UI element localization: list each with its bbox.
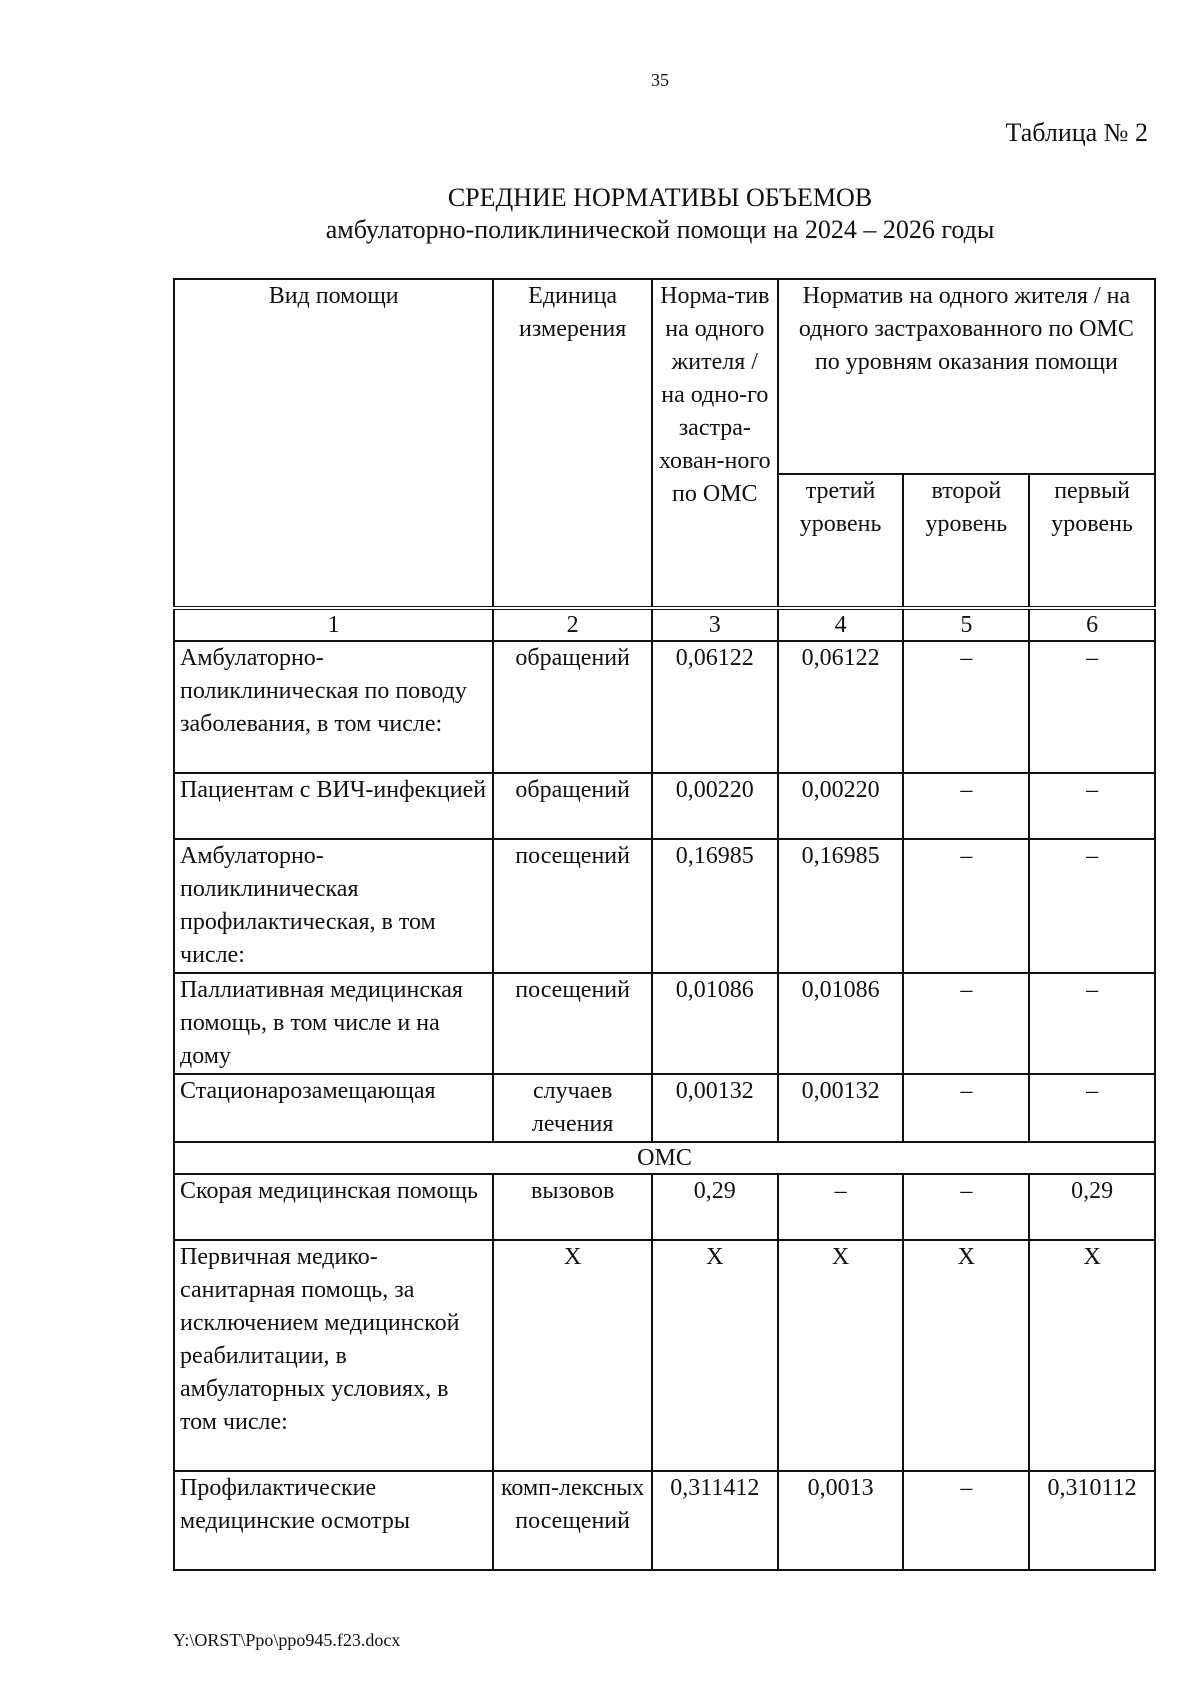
table-row — [174, 641, 1155, 773]
section-heading-oms: ОМС — [174, 1142, 1155, 1174]
level-3-cell: 0,01086 — [778, 973, 904, 1074]
col-number: 4 — [778, 608, 904, 641]
table-row — [174, 1471, 1155, 1570]
level-1-cell: – — [1029, 973, 1155, 1074]
level-1-cell: – — [1029, 641, 1155, 773]
header-level-1: первый уровень — [1029, 474, 1155, 608]
col-number: 3 — [652, 608, 778, 641]
unit-cell: случаев лечения — [493, 1074, 652, 1142]
care-type-cell: Стационарозамещающая — [174, 1074, 493, 1142]
table-label: Таблица № 2 — [1005, 118, 1148, 147]
level-2-cell: – — [903, 773, 1029, 839]
header-level-2: второй уровень — [903, 474, 1029, 608]
level-2-cell: – — [903, 839, 1029, 973]
level-1-cell: – — [1029, 773, 1155, 839]
level-1-cell: X — [1029, 1240, 1155, 1471]
table-row — [174, 839, 1155, 973]
level-3-cell: – — [778, 1174, 904, 1240]
norm-cell: 0,29 — [652, 1174, 778, 1240]
col-number: 6 — [1029, 608, 1155, 641]
norm-cell: 0,16985 — [652, 839, 778, 973]
column-number-row — [174, 608, 1155, 641]
level-1-cell: – — [1029, 1074, 1155, 1142]
norm-cell: 0,01086 — [652, 973, 778, 1074]
header-care-type: Вид помощи — [174, 279, 493, 608]
unit-cell: вызовов — [493, 1174, 652, 1240]
care-type-cell: Паллиативная медицинская помощь, в том числе и на дому — [174, 973, 493, 1074]
level-1-cell: 0,29 — [1029, 1174, 1155, 1240]
section-row — [174, 1142, 1155, 1174]
header-norm: Норма-тив на одного жителя / на одно-го застра-хован-ного по ОМС — [652, 279, 778, 608]
level-1-cell: 0,310112 — [1029, 1471, 1155, 1570]
table-row — [174, 1174, 1155, 1240]
norm-cell: 0,311412 — [652, 1471, 778, 1570]
level-2-cell: – — [903, 1074, 1029, 1142]
file-path-footer: Y:\ORST\Ppo\ppo945.f23.docx — [173, 1630, 401, 1650]
header-level-3: третий уровень — [778, 474, 904, 608]
care-type-cell: Скорая медицинская помощь — [174, 1174, 493, 1240]
level-2-cell: – — [903, 641, 1029, 773]
unit-cell: посещений — [493, 973, 652, 1074]
level-2-cell: – — [903, 973, 1029, 1074]
care-type-cell: Профилактические медицинские осмотры — [174, 1471, 493, 1570]
level-2-cell: X — [903, 1240, 1029, 1471]
norm-cell: 0,06122 — [652, 641, 778, 773]
level-3-cell: 0,0013 — [778, 1471, 904, 1570]
level-2-cell: – — [903, 1471, 1029, 1570]
page-number: 35 — [651, 70, 669, 90]
unit-cell: посещений — [493, 839, 652, 973]
care-type-cell: Амбулаторно-поликлиническая по поводу заболевания, в том числе: — [174, 641, 493, 773]
unit-cell: обращений — [493, 773, 652, 839]
unit-cell: X — [493, 1240, 652, 1471]
document-subtitle: амбулаторно-поликлинической помощи на 2024 – 2026 годы — [325, 215, 995, 244]
level-3-cell: 0,00220 — [778, 773, 904, 839]
level-3-cell: 0,16985 — [778, 839, 904, 973]
level-3-cell: 0,06122 — [778, 641, 904, 773]
col-number: 1 — [174, 608, 493, 641]
table-row — [174, 773, 1155, 839]
header-level-group: Норматив на одного жителя / на одного застрахованного по ОМС по уровням оказания помощи — [778, 279, 1155, 474]
document-title: СРЕДНИЕ НОРМАТИВЫ ОБЪЕМОВ — [447, 183, 873, 212]
level-1-cell: – — [1029, 839, 1155, 973]
care-type-cell: Первичная медико-санитарная помощь, за исключением медицинской реабилитации, в амбулаторных условиях, в том числе: — [174, 1240, 493, 1471]
level-2-cell: – — [903, 1174, 1029, 1240]
unit-cell: обращений — [493, 641, 652, 773]
care-type-cell: Пациентам с ВИЧ-инфекцией — [174, 773, 493, 839]
norm-cell: 0,00220 — [652, 773, 778, 839]
header-row — [174, 279, 1155, 474]
care-type-cell: Амбулаторно-поликлиническая профилактическая, в том числе: — [174, 839, 493, 973]
unit-cell: комп-лексных посещений — [493, 1471, 652, 1570]
table-row — [174, 1074, 1155, 1142]
col-number: 5 — [903, 608, 1029, 641]
table-row — [174, 973, 1155, 1074]
level-3-cell: X — [778, 1240, 904, 1471]
norm-cell: 0,00132 — [652, 1074, 778, 1142]
norm-cell: X — [652, 1240, 778, 1471]
table-row — [174, 1240, 1155, 1471]
col-number: 2 — [493, 608, 652, 641]
level-3-cell: 0,00132 — [778, 1074, 904, 1142]
header-unit: Единица измерения — [493, 279, 652, 608]
norms-table — [173, 278, 1156, 1571]
